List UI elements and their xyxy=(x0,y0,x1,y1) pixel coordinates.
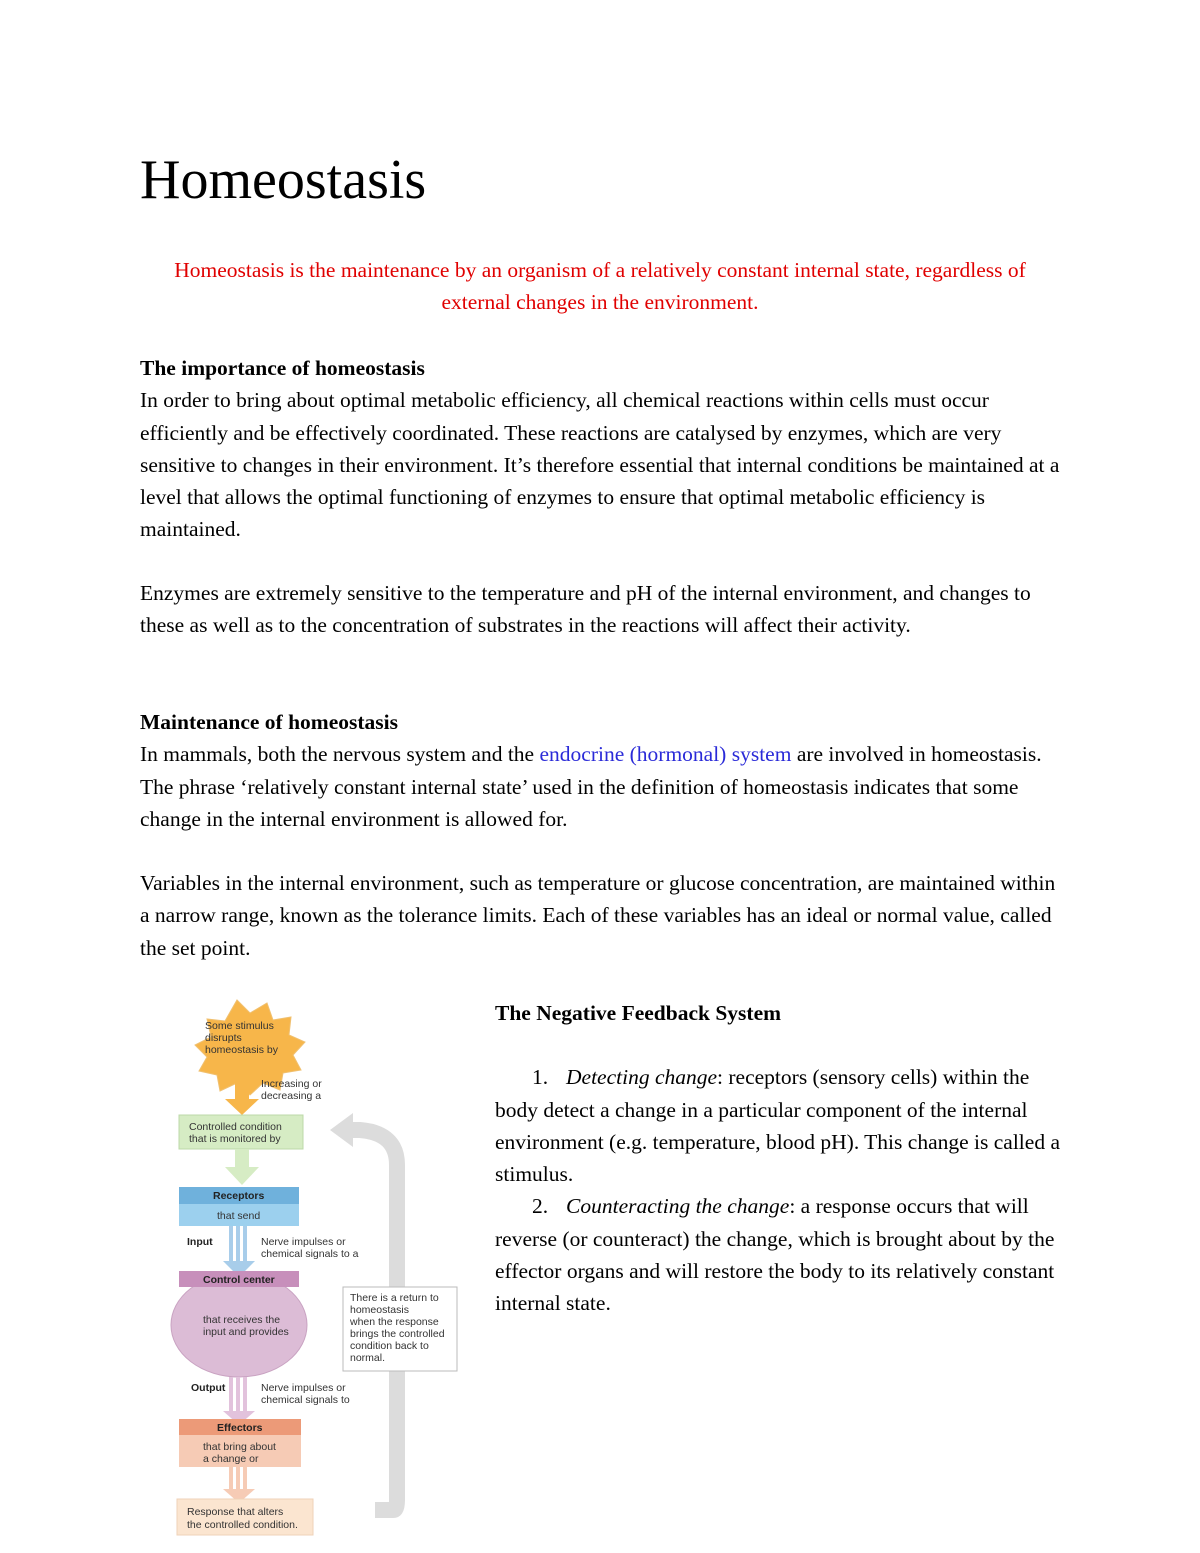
nerve-in-line-2: chemical signals to a xyxy=(261,1248,359,1260)
maintenance-paragraph-2: Variables in the internal environment, such as temperature or glucose concentration, are maintained within a narrow range, known as the tolerance limits. Each of these variables has an ideal or normal value, called the set point. xyxy=(140,871,1056,960)
maintenance-heading: Maintenance of homeostasis xyxy=(140,710,398,734)
importance-paragraph-2: Enzymes are extremely sensitive to the temperature and pH of the internal environment, and changes to these as well as to the concentration of substrates in the reactions will affect their activity. xyxy=(140,581,1031,638)
control-center-label: Control center xyxy=(203,1274,275,1286)
endocrine-system-link[interactable]: endocrine (hormonal) system xyxy=(539,742,792,767)
response-line-2: the controlled condition. xyxy=(187,1519,298,1531)
stimulus-line-3: homeostasis by xyxy=(205,1044,278,1056)
feedback-item-1-term: Detecting change xyxy=(566,1065,718,1090)
feedback-item-2-term: Counteracting the change xyxy=(566,1194,790,1219)
controlled-line-2: that is monitored by xyxy=(189,1133,281,1145)
maintenance-text-before: In mammals, both the nervous system and the xyxy=(140,742,540,767)
feedback-item-2-num: 2. xyxy=(532,1194,549,1219)
increasing-line-2: decreasing a xyxy=(261,1090,322,1102)
nerve-in-line-1: Nerve impulses or xyxy=(261,1236,346,1248)
importance-paragraph-1: In order to bring about optimal metabolic efficiency, all chemical reactions within cells must occur efficiently and be effectively coordinated. These reactions are catalysed by enzymes, which are very sensitive to changes in their environment. It’s therefore essential that internal conditions be maintained at a level that allows the optimal functioning of enzymes to ensure that optimal metabolic efficiency is maintained. xyxy=(140,388,1060,542)
stimulus-line-1: Some stimulus xyxy=(205,1020,274,1032)
return-line-2: homeostasis xyxy=(350,1304,409,1316)
negative-feedback-diagram xyxy=(165,995,465,1543)
feedback-item-1-text: : receptors (sensory cells) within the body detect a change in a particular component of the internal environment (e.g. temperature, blood pH). This change is called a stimulus. xyxy=(495,1065,1060,1187)
importance-heading: The importance of homeostasis xyxy=(140,356,425,380)
feedback-item-2 xyxy=(495,1190,1070,1319)
nerve-out-line-1: Nerve impulses or xyxy=(261,1382,346,1394)
feedback-item-1-num: 1. xyxy=(532,1065,549,1090)
feedback-item-2-text: : a response occurs that will reverse (or counteract) the change, which is brought about by the effector organs and will restore the body to its relatively constant internal state. xyxy=(495,1194,1055,1316)
feedback-item-1 xyxy=(495,1061,1070,1190)
receptors-label: Receptors xyxy=(213,1190,265,1202)
return-arrowhead xyxy=(330,1113,353,1147)
return-line-5: condition back to xyxy=(350,1340,429,1352)
increasing-line-1: Increasing or xyxy=(261,1078,322,1090)
return-line-6: normal. xyxy=(350,1352,386,1364)
page-title: Homeostasis xyxy=(140,149,427,211)
maintenance-text-after: are involved in homeostasis. The phrase ‘relatively constant internal state’ used in the definition of homeostasis indicates that some change in the internal environment is allowed for. xyxy=(140,742,1042,831)
input-label: Input xyxy=(187,1236,213,1248)
feedback-section xyxy=(495,997,1070,1320)
nerve-out-line-2: chemical signals to xyxy=(261,1394,350,1406)
return-line-1: There is a return to xyxy=(350,1292,439,1304)
response-line-1: Response that alters xyxy=(187,1506,284,1518)
output-label: Output xyxy=(191,1382,226,1394)
receptors-sub: that send xyxy=(217,1210,261,1222)
importance-section xyxy=(140,352,1060,546)
definition-text: Homeostasis is the maintenance by an organism of a relatively constant internal state, regardless of external changes in the environment. xyxy=(174,258,1026,314)
maintenance-section xyxy=(140,706,1060,835)
stimulus-line-2: disrupts xyxy=(205,1032,242,1044)
return-line-4: brings the controlled xyxy=(350,1328,445,1340)
effectors-label: Effectors xyxy=(217,1422,263,1434)
effectors-sub-line-2: a change or xyxy=(203,1453,259,1465)
controlled-line-1: Controlled condition xyxy=(189,1121,282,1133)
control-sub-line-2: input and provides xyxy=(203,1326,289,1338)
control-sub-line-1: that receives the xyxy=(203,1314,281,1326)
feedback-heading: The Negative Feedback System xyxy=(495,1001,782,1025)
return-line-3: when the response xyxy=(350,1316,439,1328)
effectors-sub-line-1: that bring about xyxy=(203,1441,276,1453)
